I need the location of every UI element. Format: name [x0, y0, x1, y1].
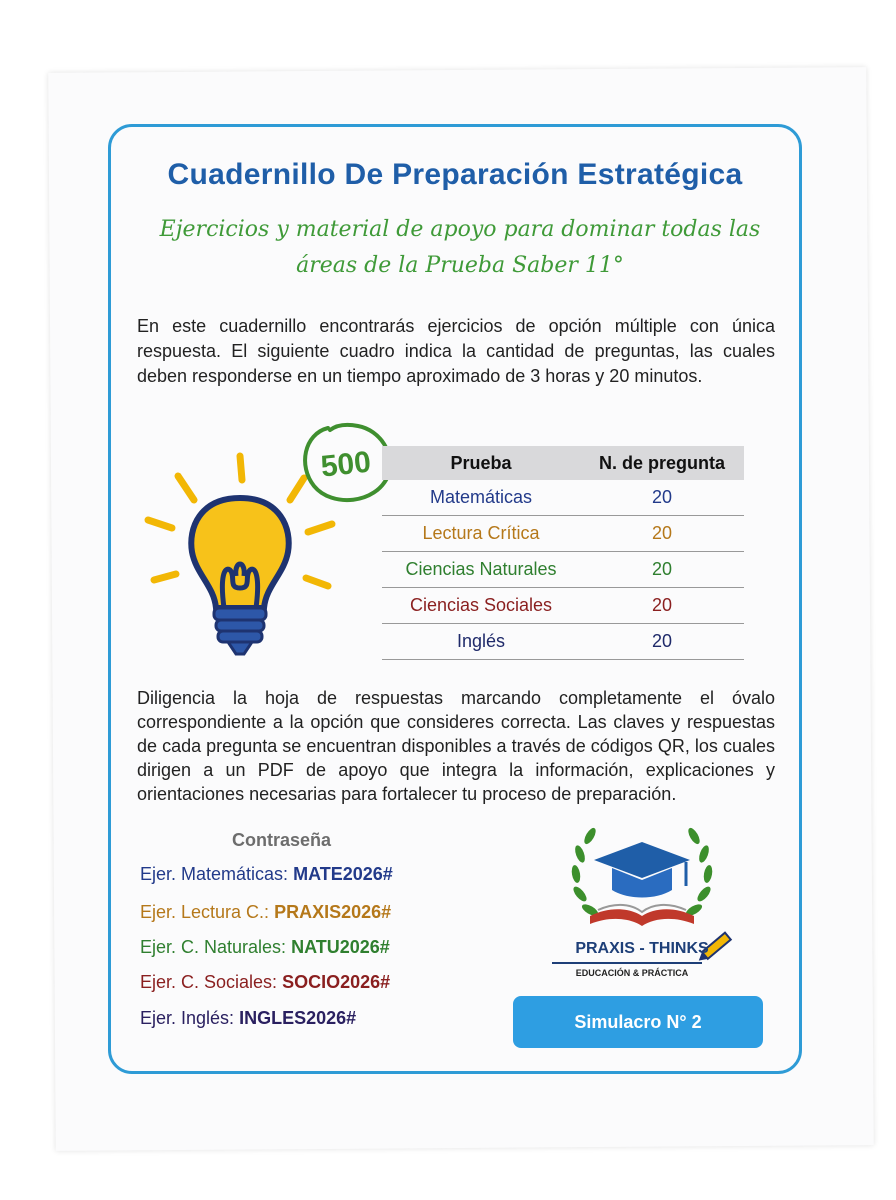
instructions-paragraph: Diligencia la hoja de respuestas marcando completamente el óvalo correspondiente a la opción que consideres correcta. Las claves y respuestas de cada pregunta se encuentran disponibles a través de códigos QR, los cuales dirigen a un PDF de apoyo que integra la información, explicaciones y orientaciones necesarias para fortalecer tu proceso de preparación. — [137, 688, 775, 804]
password-item — [140, 864, 393, 885]
row-count: 20 — [651, 595, 673, 615]
row-subject: Inglés — [456, 631, 506, 651]
password-code: NATU2026# — [291, 937, 390, 957]
page-title: Cuadernillo De Preparación Estratégica — [167, 158, 743, 191]
table-header — [382, 446, 744, 480]
intro-paragraph: En este cuadernillo encontrarás ejercicios de opción múltiple con única respuesta. El siguiente cuadro indica la cantidad de preguntas, las cuales deben responderse en un tiempo aproximado de 3 horas y 20 minutos. — [137, 316, 775, 386]
graduation-cap-book-icon — [550, 820, 734, 990]
brand-tagline: EDUCACIÓN & PRÁCTICA — [575, 968, 689, 978]
brand-divider — [552, 962, 702, 964]
table-row — [382, 588, 744, 624]
password-label: Ejer. Lectura C.: — [140, 902, 270, 922]
row-count: 20 — [651, 487, 673, 507]
table-row — [382, 516, 744, 552]
password-item — [140, 1008, 356, 1029]
password-item — [140, 902, 391, 923]
header-count: N. de pregunta — [598, 452, 725, 473]
password-label: Ejer. Inglés: — [140, 1008, 235, 1028]
password-item — [140, 972, 390, 993]
page-subtitle: Ejercicios y material de apoyo para dominar todas las áreas de la Prueba Saber 11° — [159, 217, 761, 278]
passwords-heading: Contraseña — [232, 830, 332, 850]
password-code: PRAXIS2026# — [274, 902, 392, 922]
password-code: MATE2026# — [293, 864, 393, 884]
row-count: 20 — [651, 631, 673, 651]
row-count: 20 — [651, 559, 673, 579]
password-label: Ejer. C. Naturales: — [140, 937, 287, 957]
password-item — [140, 937, 390, 958]
password-label: Ejer. C. Sociales: — [140, 972, 278, 992]
simulacro-button: Simulacro N° 2 — [513, 996, 763, 1048]
table-row — [382, 624, 744, 660]
row-subject: Ciencias Sociales — [409, 595, 553, 615]
row-subject: Matemáticas — [429, 487, 533, 507]
row-subject: Ciencias Naturales — [405, 559, 557, 579]
row-subject: Lectura Crítica — [422, 523, 540, 543]
brand-name: PRAXIS - THINKS — [575, 940, 709, 957]
password-code: INGLES2026# — [239, 1008, 357, 1028]
password-code: SOCIO2026# — [282, 972, 391, 992]
questions-table — [382, 446, 744, 660]
row-count: 20 — [651, 523, 673, 543]
table-row — [382, 552, 744, 588]
score-badge — [298, 420, 394, 506]
password-label: Ejer. Matemáticas: — [140, 864, 289, 884]
header-prueba: Prueba — [450, 452, 512, 473]
score-badge-text: 500 — [319, 445, 373, 484]
table-row — [382, 480, 744, 516]
